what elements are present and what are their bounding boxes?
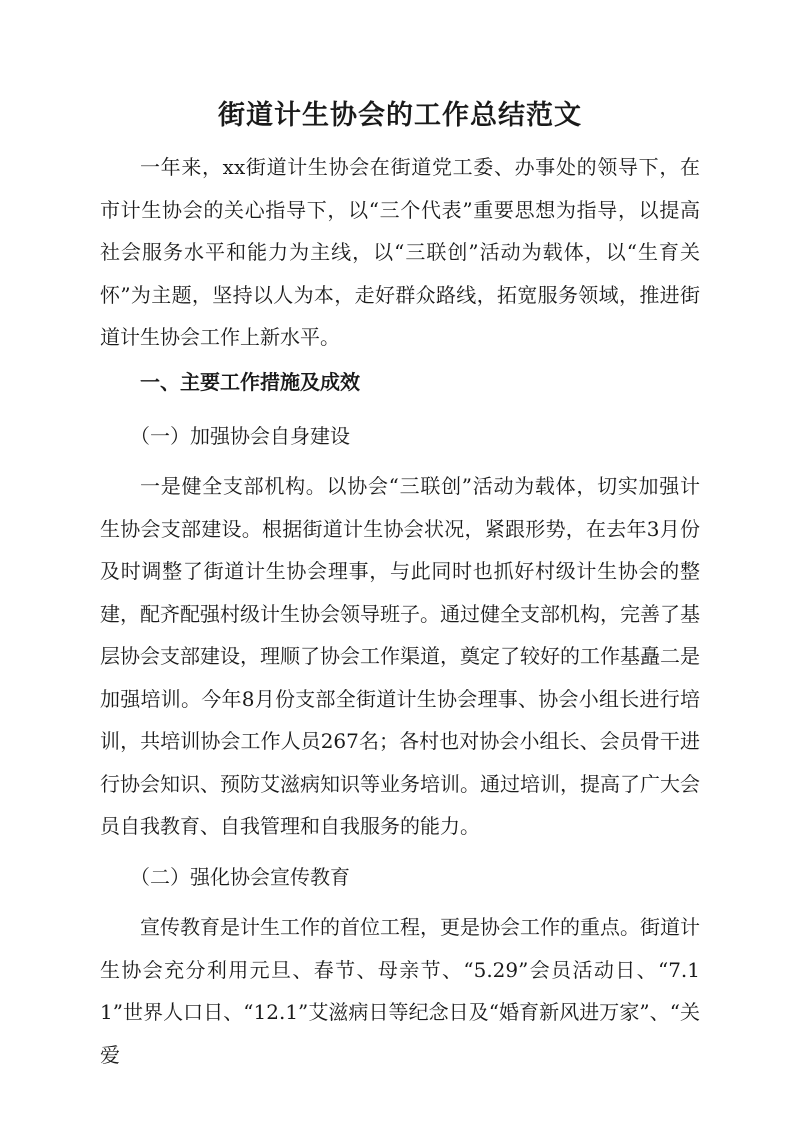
document-title: 街道计生协会的工作总结范文 bbox=[218, 100, 582, 131]
intro-paragraph: 一年来，xx街道计生协会在街道党工委、办事处的领导下，在市计生协会的关心指导下，以“三个代表”重要思想为指导，以提高社会服务水平和能力为主线，以“三联创”活动为载体，以“生育关怀”为主题，坚持以人为本，走好群众路线，拓宽服务领域，推进街道计生协会工作上新水平。 bbox=[100, 155, 700, 349]
subsection-heading-self-building: （一）加强协会自身建设 bbox=[130, 424, 350, 448]
subsection-paragraph-self-building: 一是健全支部机构。以协会“三联创”活动为载体，切实加强计生协会支部建设。根据街道计生协会状况，紧跟形势，在去年3月份及时调整了街道计生协会理事，与此同时也抓好村级计生协会的整建，配齐配强村级计生协会领导班子。通过健全支部机构，完善了基层协会支部建设，理顺了协会工作渠道，奠定了较好的工作基矗二是加强培训。今年8月份支部全街道计生协会理事、协会小组长进行培训，共培训协会工作人员267名；各村也对协会小组长、会员骨干进行协会知识、预防艾滋病知识等业务培训。通过培训，提高了广大会员自我教育、自我管理和自我服务的能力。 bbox=[100, 474, 700, 838]
subsection-heading-publicity: （二）强化协会宣传教育 bbox=[130, 865, 350, 889]
subsection-paragraph-publicity: 宣传教育是计生工作的首位工程，更是协会工作的重点。街道计生协会充分利用元旦、春节、母亲节、“5.29”会员活动日、“7.11”世界人口日、“12.1”艾滋病日等纪念日及“婚育新风进万家”、“关爱 bbox=[100, 915, 700, 1067]
section-heading-main-measures: 一、主要工作措施及成效 bbox=[140, 370, 360, 394]
